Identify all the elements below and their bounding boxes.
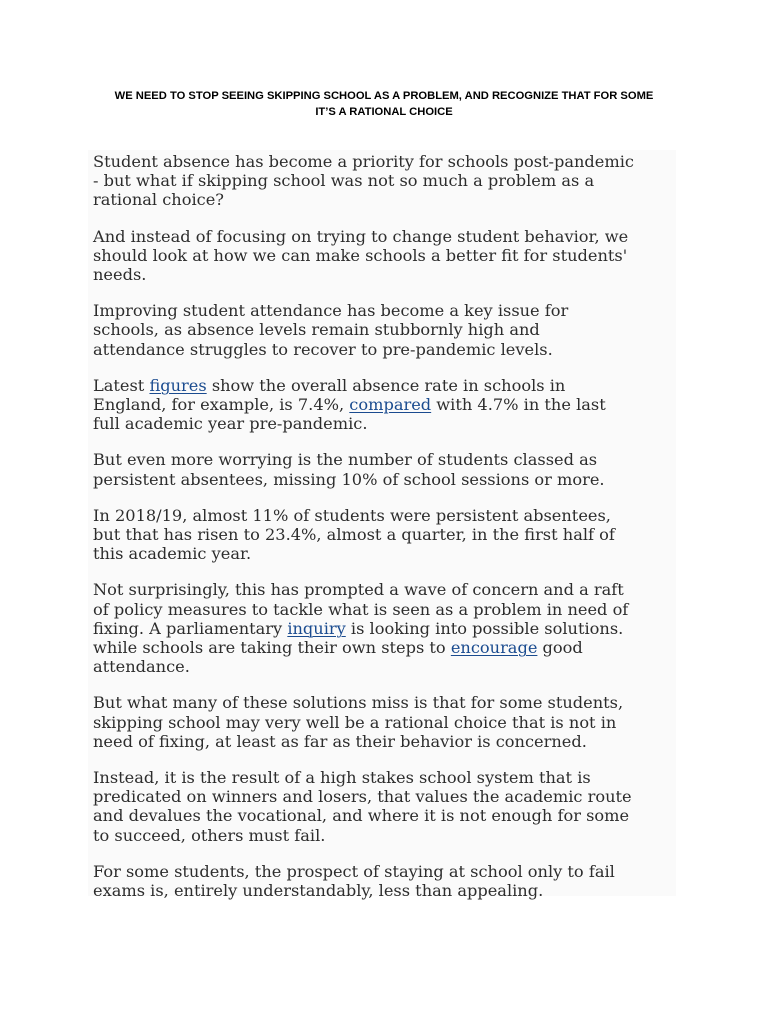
paragraph-line: But even more worrying is the number of students classed as (93, 450, 598, 470)
inquiry-link[interactable]: inquiry (287, 618, 346, 638)
paragraph-line: to succeed, others must fail. (93, 825, 326, 845)
text-run: good (537, 638, 583, 658)
paragraph-6 (93, 506, 676, 564)
text-run: with 4.7% in the last (431, 395, 606, 415)
paragraph-line: In 2018/19, almost 11% of students were persistent absentees, (93, 505, 611, 525)
paragraph-line: schools, as absence levels remain stubbornly high and (93, 320, 540, 340)
paragraph-9 (93, 768, 676, 845)
paragraph-line: Instead, it is the result of a high stakes school system that is (93, 768, 591, 788)
paragraph-line: full academic year pre-pandemic. (93, 414, 368, 434)
paragraph-line: exams is, entirely understandably, less than appealing. (93, 881, 544, 901)
encourage-link[interactable]: encourage (450, 638, 538, 658)
article-body (88, 150, 676, 901)
paragraph-line: And instead of focusing on trying to change student behavior, we (93, 226, 629, 246)
paragraph-line (93, 619, 676, 638)
paragraph-10 (93, 862, 676, 900)
paragraph-line: need of fixing, at least as far as their behavior is concerned. (93, 731, 587, 751)
page-title-line-2: IT’S A RATIONAL CHOICE (315, 106, 453, 118)
paragraph-1 (93, 152, 676, 210)
paragraph-line: predicated on winners and losers, that values the academic route (93, 787, 632, 807)
page-title-line-1: WE NEED TO STOP SEEING SKIPPING SCHOOL AS A PROBLEM, AND RECOGNIZE THAT FOR SOME (114, 90, 654, 102)
paragraph-line: For some students, the prospect of staying at school only to fail (93, 861, 615, 881)
figures-link[interactable]: figures (149, 375, 207, 395)
paragraph-line: needs. (93, 265, 147, 285)
paragraph-line: rational choice? (93, 190, 224, 210)
paragraph-7 (93, 580, 676, 676)
paragraph-line (93, 395, 676, 414)
paragraph-line (93, 638, 676, 657)
paragraph-line: persistent absentees, missing 10% of school sessions or more. (93, 469, 605, 489)
paragraph-line: this academic year. (93, 544, 252, 564)
text-run: fixing. A parliamentary (93, 618, 288, 638)
paragraph-line: skipping school may very well be a rational choice that is not in (93, 712, 617, 732)
paragraph-line: but that has risen to 23.4%, almost a quarter, in the first half of (93, 525, 615, 545)
paragraph-line: - but what if skipping school was not so much a problem as a (93, 171, 595, 191)
paragraph-2 (93, 227, 676, 285)
paragraph-line: and devalues the vocational, and where it is not enough for some (93, 806, 630, 826)
paragraph-3 (93, 301, 676, 359)
paragraph-line: Not surprisingly, this has prompted a wave of concern and a raft (93, 580, 624, 600)
text-run: Latest (93, 375, 150, 395)
paragraph-5 (93, 450, 676, 488)
text-run: England, for example, is 7.4%, (93, 395, 350, 415)
paragraph-line: attendance struggles to recover to pre-pandemic levels. (93, 339, 553, 359)
text-run: show the overall absence rate in schools in (206, 375, 566, 395)
paragraph-line: should look at how we can make schools a better fit for students' (93, 245, 628, 265)
paragraph-line: Improving student attendance has become a key issue for (93, 301, 569, 321)
page-title (96, 88, 672, 120)
paragraph-line (93, 376, 676, 395)
paragraph-8 (93, 693, 676, 751)
paragraph-line: Student absence has become a priority for schools post-pandemic (93, 152, 634, 171)
compared-link[interactable]: compared (349, 395, 432, 415)
paragraph-line: But what many of these solutions miss is that for some students, (93, 693, 624, 713)
text-run: is looking into possible solutions. (345, 618, 624, 638)
paragraph-line: attendance. (93, 657, 190, 677)
paragraph-line: of policy measures to tackle what is seen as a problem in need of (93, 599, 629, 619)
paragraph-4 (93, 376, 676, 434)
text-run: while schools are taking their own steps to (93, 638, 451, 658)
